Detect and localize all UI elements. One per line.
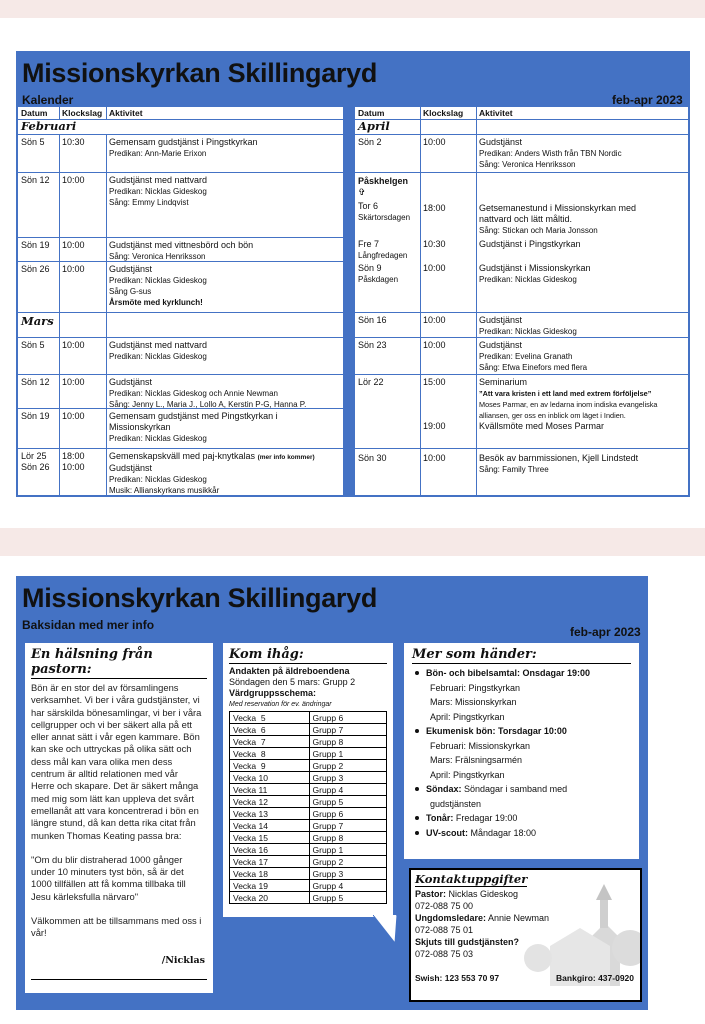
table-row: Sön 12 10:00 Gudstjänst med nattvard Predikan: Nicklas Gideskog Sång: Emmy Lindqvist — [18, 173, 343, 238]
table-row — [230, 820, 387, 832]
month-row — [18, 313, 343, 338]
month-row — [18, 120, 343, 135]
table-row: Lör 22 15:00 19:00 Seminarium ”Att vara kristen i ett land med extrem förföljelse” Moses Parmar, en av ledarna inom indiska evangeliska alliansen, ger oss en inblick om läget i Indien. Kvällsmöte med Moses Parmar — [355, 375, 688, 449]
pastor-greeting — [24, 642, 214, 994]
section-title: En hälsning från pastorn: — [31, 647, 207, 679]
swish: Swish: 123 553 70 97 — [415, 973, 500, 983]
pastor-text: Bön är en stor del av församlingens verksamhet. Vi ber i våra gudstjänster, vi har särskilda bönesamlingar, vi ber i våra cellgrupper och vi ber säkert alla på ett eller annat sätt i vår egen kammare. Bön kan ske och uttryckas på olika sätt och dess mål kan vara olika men dess centrum är alltid relationen med vår Herre och skapare. Det är säkert många med mig som lätt kan uppleva det svårt emellanåt att vara koncentrerad i bön en längre stund, då kan detta rika citat från munken Thomas Keating passa bra: "Om du blir distraherad 1000 gånger under 10 minuters tyst bön, så är det 1000 tillfällen att få komma tillbaka till Jesu kärleksfulla närvaro" Välkommen att be tillsammans med oss i vår! — [31, 682, 202, 939]
list-item: April: Pingstkyrkan — [430, 711, 505, 722]
week-cell: Vecka 5 — [230, 712, 310, 724]
table-row — [230, 760, 387, 772]
table-row — [230, 784, 387, 796]
group-cell: Grupp 3 — [309, 772, 387, 784]
group-cell: Grupp 6 — [309, 808, 387, 820]
mer-som-hander-box — [403, 642, 640, 860]
group-cell: Grupp 7 — [309, 820, 387, 832]
week-cell: Vecka 6 — [230, 724, 310, 736]
list-item: gudstjänsten — [430, 798, 482, 809]
section-title: Kontaktuppgifter — [415, 872, 528, 886]
week-cell: Vecka 8 — [230, 748, 310, 760]
page-subtitle: Baksidan med mer info — [22, 618, 155, 632]
week-cell: Vecka 7 — [230, 736, 310, 748]
week-cell: Vecka 15 — [230, 832, 310, 844]
list-item: Tonår: Fredagar 19:00 — [412, 811, 631, 826]
table-row — [230, 748, 387, 760]
table-row — [230, 844, 387, 856]
table-row: Sön 16 10:00 Gudstjänst Predikan: Nicklas Gideskog — [355, 313, 688, 338]
page-title: Missionskyrkan Skillingaryd — [22, 58, 378, 88]
week-cell: Vecka 18 — [230, 868, 310, 880]
table-row — [230, 880, 387, 892]
group-cell: Grupp 1 — [309, 844, 387, 856]
table-row: Sön 30 10:00 Besök av barnmissionen, Kjell Lindstedt Sång: Family Three — [358, 453, 639, 474]
month-label: Februari — [21, 119, 77, 133]
month-row — [355, 120, 688, 135]
signature: /Nicklas — [161, 955, 205, 966]
info-page — [0, 556, 705, 1024]
table-row: Påskhelgen ✞ Tor 6 Skärtorsdagen 18:00 Getsemanestund i Missionskyrkan med nattvard och lätt måltid. Sång: Stickan och Maria Jonsson Fre 7 Långfredagen 10:30 Gudstjänst i Pingstkyrkan Sön 9 Påskdagen 10:00 Gudstjänst i Missionskyrkan Predikan: Nicklas Gideskog — [355, 173, 688, 313]
table-row: Sön 19 10:00 Gemensam gudstjänst med Pingstkyrkan i Missionskyrkan Predikan: Nicklas Gideskog — [18, 409, 343, 449]
list-item: Bön- och bibelsamtal: Onsdagar 19:00 — [412, 666, 631, 681]
list-item: Mars: Missionskyrkan — [430, 697, 517, 707]
section-title: Mer som händer: — [412, 647, 631, 664]
week-cell: Vecka 13 — [230, 808, 310, 820]
list-item: Ekumenisk bön: Torsdagar 10:00 — [412, 724, 631, 739]
contact-box: Kontaktuppgifter Pastor: Nicklas Gideskog 072-088 75 00 Ungdomsledare: Annie Newman 072-088 75 01 Skjuts till gudstjänsten? 072-088 75 03 Swish: 123 553 70 97 Bankgiro: 437-0920 — [409, 868, 642, 1002]
week-cell: Vecka 19 — [230, 880, 310, 892]
host-schedule-table — [229, 711, 387, 904]
table-row — [230, 856, 387, 868]
table-row — [230, 796, 387, 808]
group-cell: Grupp 6 — [309, 712, 387, 724]
month-label: April — [358, 119, 390, 133]
table-row: Sön 5 10:30 Gemensam gudstjänst i Pingstkyrkan Predikan: Ann-Marie Erixon — [18, 135, 343, 173]
table-row — [230, 736, 387, 748]
calendar-right — [355, 107, 688, 495]
table-row: Lör 25 Sön 26 18:00 10:00 Gemenskapskväll med paj-knytkalas (mer info kommer) Gudstjänst Predikan: Nicklas Gideskog Musik: Allianskyrkans musikkår — [21, 451, 315, 495]
list-item: Söndax: Söndagar i samband med — [412, 782, 631, 797]
group-cell: Grupp 5 — [309, 892, 387, 904]
table-row: Sön 2 10:00 Gudstjänst Predikan: Anders Wisth från TBN Nordic Sång: Veronica Henriksson — [355, 135, 688, 173]
week-cell: Vecka 12 — [230, 796, 310, 808]
page-subtitle: Kalender — [22, 93, 74, 107]
group-cell: Grupp 8 — [309, 832, 387, 844]
week-cell: Vecka 10 — [230, 772, 310, 784]
table-row: Sön 23 10:00 Gudstjänst Predikan: Evelina Granath Sång: Efwa Einefors med flera — [355, 338, 688, 375]
table-row — [230, 868, 387, 880]
cross-icon: ✞ — [358, 187, 366, 197]
group-cell: Grupp 1 — [309, 748, 387, 760]
group-cell: Grupp 4 — [309, 880, 387, 892]
table-row: Sön 19 10:00 Gudstjänst med vittnesbörd och bön Sång: Veronica Henriksson — [18, 238, 343, 262]
list-item: Februari: Missionskyrkan — [430, 740, 531, 751]
table-row — [230, 808, 387, 820]
list-item: Mars: Frälsningsarmén — [430, 755, 523, 765]
speech-tail-icon — [373, 915, 399, 945]
header-row: Datum Klockslag Aktivitet — [18, 107, 343, 120]
group-cell: Grupp 4 — [309, 784, 387, 796]
table-row — [230, 832, 387, 844]
table-row: Sön 5 10:00 Gudstjänst med nattvard Predikan: Nicklas Gideskog — [18, 338, 343, 375]
group-cell: Grupp 5 — [309, 796, 387, 808]
week-cell: Vecka 14 — [230, 820, 310, 832]
bankgiro: Bankgiro: 437-0920 — [556, 973, 634, 983]
page-title: Missionskyrkan Skillingaryd — [22, 583, 378, 613]
calendar-page — [0, 18, 705, 528]
month-label: Mars — [21, 314, 54, 328]
group-cell: Grupp 2 — [309, 856, 387, 868]
group-cell: Grupp 3 — [309, 868, 387, 880]
week-cell: Vecka 17 — [230, 856, 310, 868]
period: feb-apr 2023 — [612, 93, 683, 107]
kom-ihag-box: Kom ihåg: Andakten på äldreboendena Söndagen den 5 mars: Grupp 2 Värdgruppsschema: Med reservation för ev. ändringar Vecka 5 Grupp 6 Vecka 6 Grupp 7 Vecka 7 Grupp 8 Vecka 8 Grupp 1 Vecka 9 Grupp 2 Vecka 10 Grupp 3 Vecka 11 Grupp 4 Vecka 12 Grupp 5 Vecka 13 Grupp 6 Vecka 14 Grupp 7 Vecka 15 Grupp 8 Vecka 16 Grupp 1 Vecka 17 Grupp 2 Vecka 18 Grupp 3 Vecka 19 Grupp 4 Vecka 20 Grupp 5 — [222, 642, 394, 918]
group-cell: Grupp 2 — [309, 760, 387, 772]
events-list — [412, 666, 631, 840]
table-row: Sön 26 10:00 Gudstjänst Predikan: Nicklas Gideskog Sång G-sus Årsmöte med kyrklunch! — [18, 262, 343, 313]
section-title: Kom ihåg: — [229, 647, 387, 664]
week-cell: Vecka 9 — [230, 760, 310, 772]
list-item: Februari: Pingstkyrkan — [430, 682, 521, 693]
list-item: April: Pingstkyrkan — [430, 769, 505, 780]
list-item: UV-scout: Måndagar 18:00 — [412, 826, 631, 841]
table-row — [230, 712, 387, 724]
table-row — [230, 724, 387, 736]
week-cell: Vecka 16 — [230, 844, 310, 856]
calendar-left — [18, 107, 343, 495]
group-cell: Grupp 7 — [309, 724, 387, 736]
group-cell: Grupp 8 — [309, 736, 387, 748]
header-row: Datum Klockslag Aktivitet — [355, 107, 688, 120]
period: feb-apr 2023 — [570, 625, 641, 639]
table-row: Sön 12 10:00 Gudstjänst Predikan: Nicklas Gideskog och Annie Newman Sång: Jenny L., Maria J., Lollo A, Kerstin P-G, Hanna P. — [18, 375, 343, 409]
table-row — [230, 892, 387, 904]
week-cell: Vecka 20 — [230, 892, 310, 904]
table-row — [230, 772, 387, 784]
week-cell: Vecka 11 — [230, 784, 310, 796]
